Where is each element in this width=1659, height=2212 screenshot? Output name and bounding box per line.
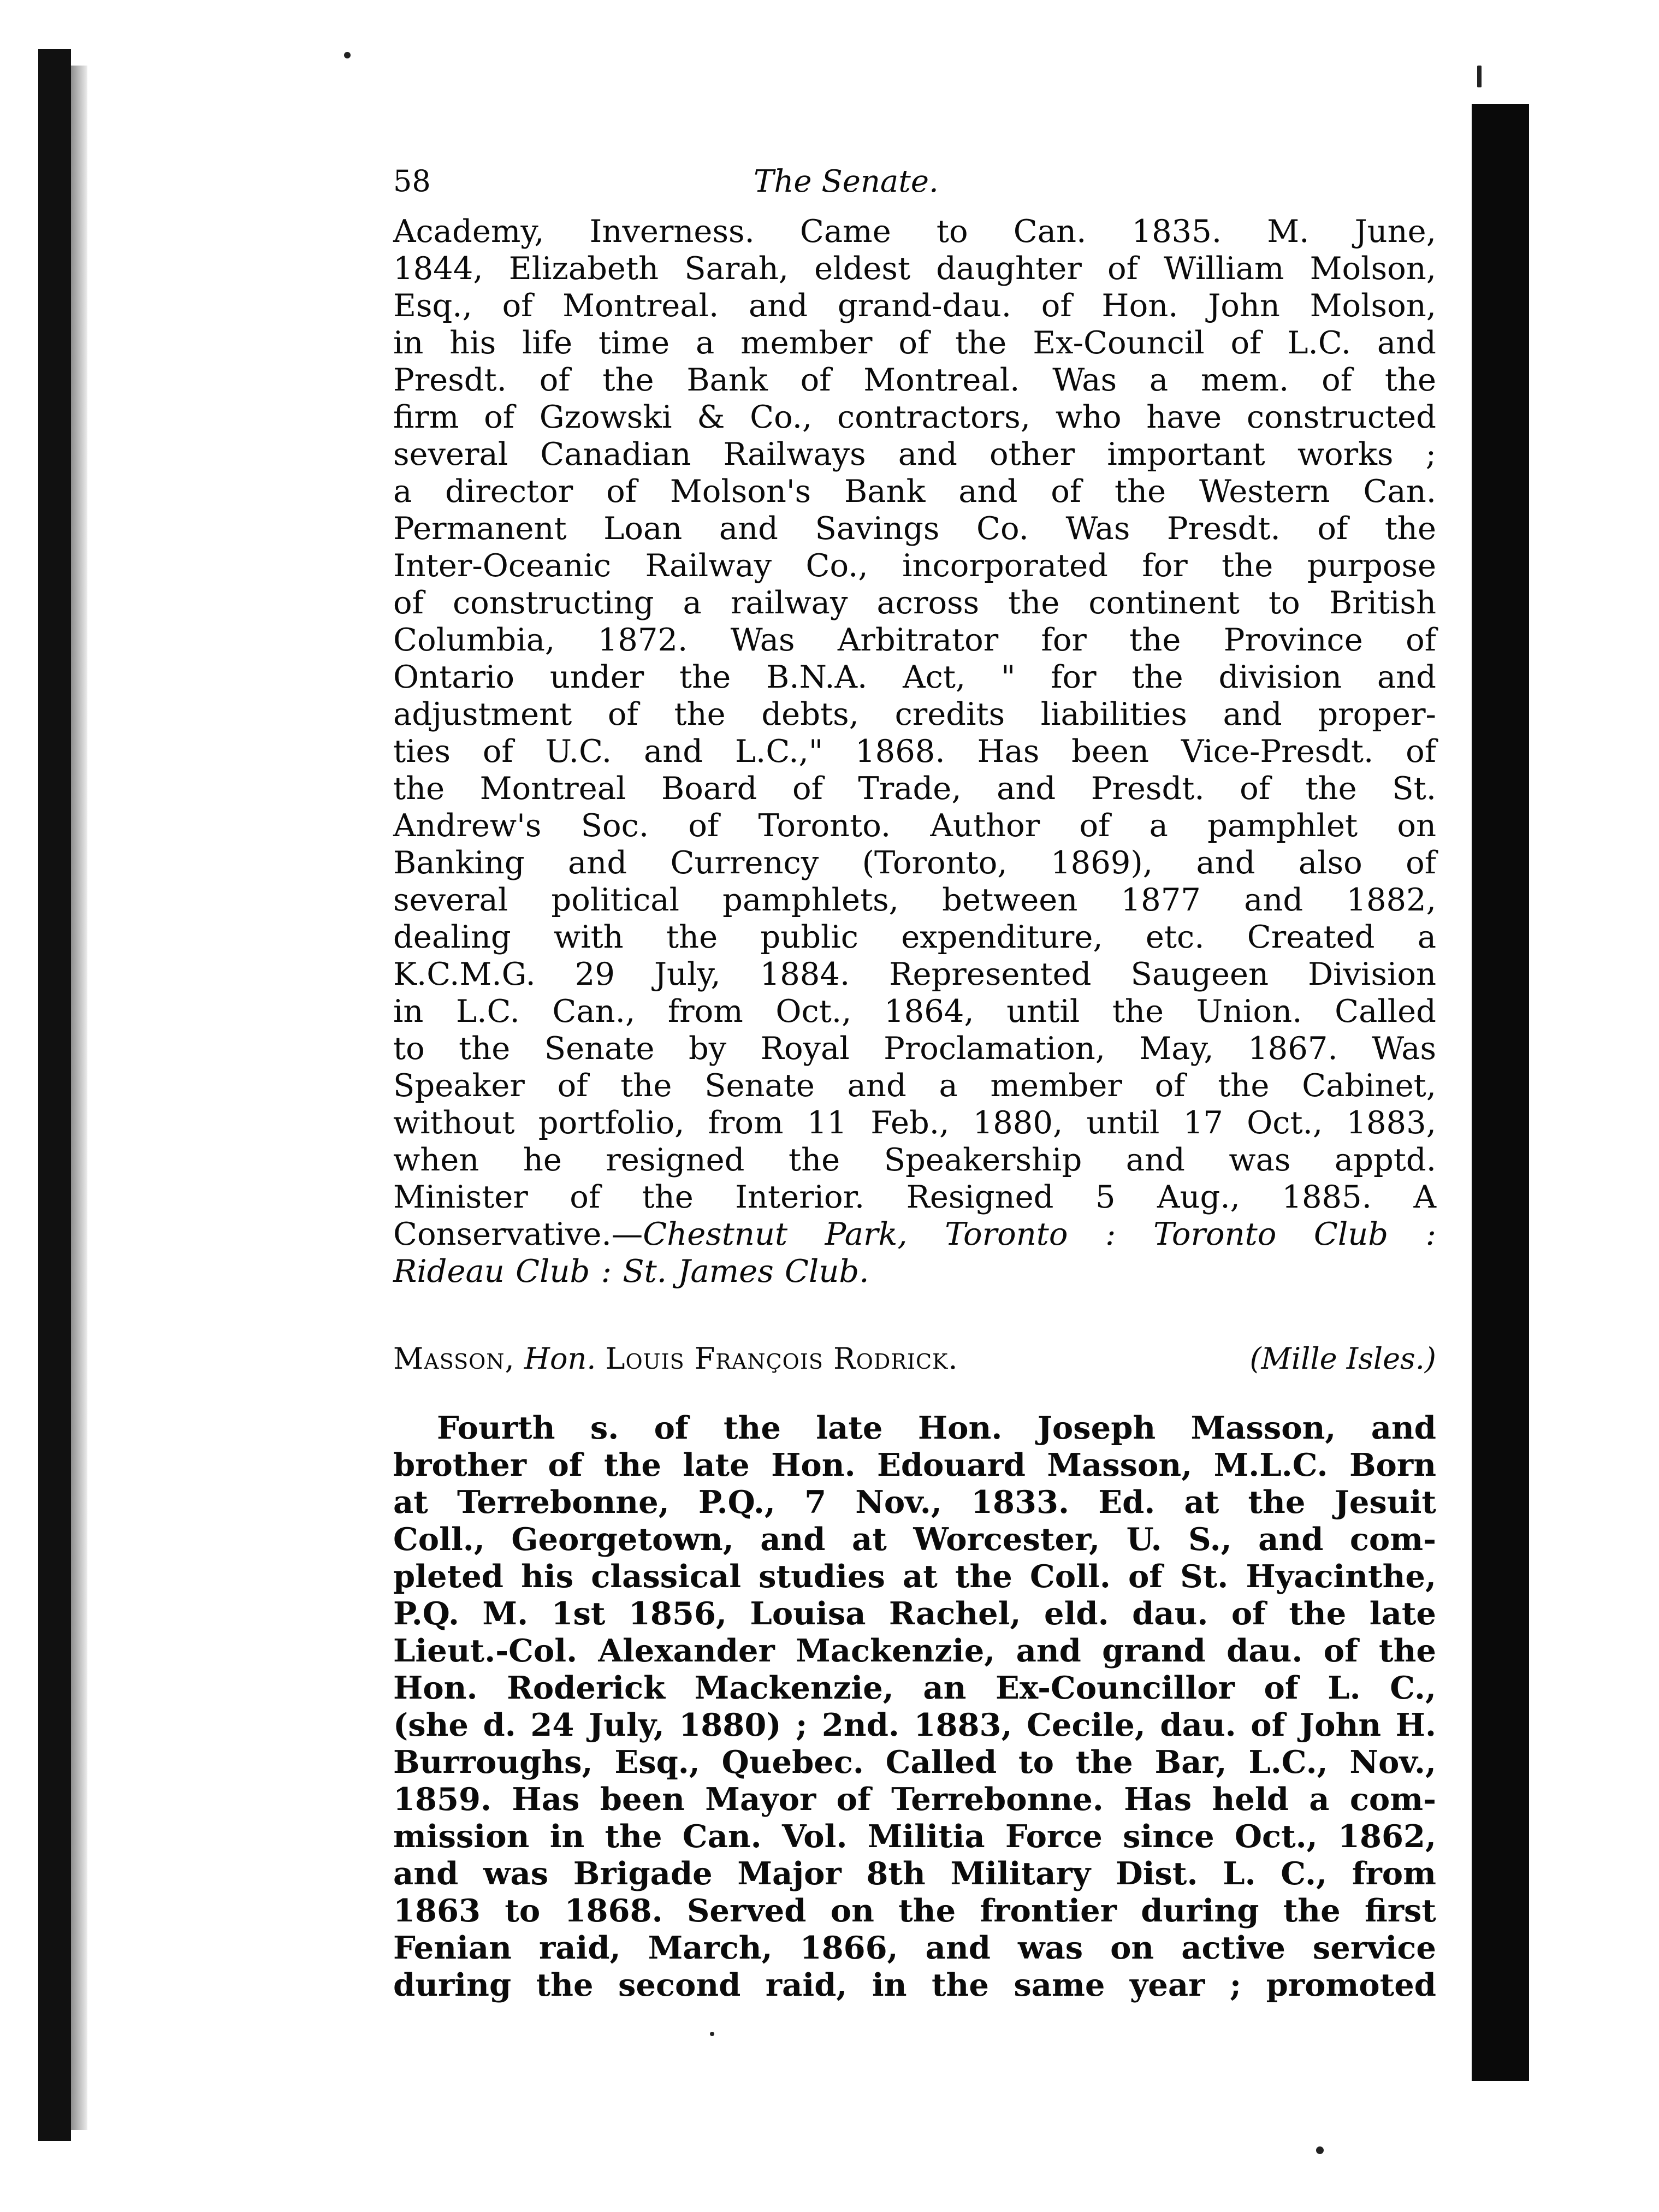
- entry-biography-paragraph: [393, 1409, 1436, 2003]
- text-line: at Terrebonne, P.Q., 7 Nov., 1833. Ed. at the Jesuit: [393, 1483, 1436, 1521]
- entry-name: [393, 1340, 958, 1377]
- text-line: without portfolio, from 11 Feb., 1880, until 17 Oct., 1883,: [393, 1104, 1436, 1141]
- text-line: Columbia, 1872. Was Arbitrator for the Province of: [393, 622, 1436, 658]
- text-line-closing: [393, 1216, 1436, 1253]
- text-line-last: Rideau Club : St. James Club.: [393, 1253, 869, 1290]
- text-line: ties of U.C. and L.C.," 1868. Has been Vice-Presdt. of: [393, 733, 1436, 770]
- text-line: 1863 to 1868. Served on the frontier during the first: [393, 1892, 1436, 1929]
- text-line: Esq., of Montreal. and grand-dau. of Hon. John Molson,: [393, 287, 1436, 324]
- text-line: the Montreal Board of Trade, and Presdt. of the St.: [393, 770, 1436, 807]
- scan-speck: [710, 2032, 714, 2036]
- text-line: adjustment of the debts, credits liabilities and proper-: [393, 696, 1436, 732]
- text-line: mission in the Can. Vol. Militia Force since Oct., 1862,: [393, 1818, 1436, 1855]
- text-line: Inter-Oceanic Railway Co., incorporated for the purpose: [393, 547, 1436, 584]
- scan-shadow-left: [38, 49, 71, 2141]
- text-line: pleted his classical studies at the Coll. of St. Hyacinthe,: [393, 1558, 1436, 1595]
- text-line: 1859. Has been Mayor of Terrebonne. Has held a com-: [393, 1781, 1436, 1818]
- entry-honorific: Hon.: [524, 1341, 596, 1376]
- entry-surname: Masson,: [393, 1341, 515, 1376]
- entry-heading: [393, 1340, 1436, 1377]
- text-line: dealing with the public expenditure, etc. Created a: [393, 919, 1436, 955]
- text-line: Burroughs, Esq., Quebec. Called to the Bar, L.C., Nov.,: [393, 1743, 1436, 1781]
- text-line: of constructing a railway across the continent to British: [393, 584, 1436, 621]
- text-line: and was Brigade Major 8th Military Dist. L. C., from: [393, 1855, 1436, 1892]
- text-line: Andrew's Soc. of Toronto. Author of a pamphlet on: [393, 807, 1436, 844]
- entry-constituency: (Mille Isles.): [1249, 1341, 1436, 1376]
- text-line: Ontario under the B.N.A. Act, " for the division and: [393, 659, 1436, 695]
- scan-speck: [1316, 2146, 1324, 2154]
- closing-lead: Conservative.—: [393, 1216, 643, 1252]
- text-line: Fourth s. of the late Hon. Joseph Masson, and: [437, 1409, 1436, 1446]
- entry-continued-paragraph: [393, 213, 1436, 1290]
- text-line: a director of Molson's Bank and of the Western Can.: [393, 473, 1436, 510]
- text-line: in his life time a member of the Ex-Council of L.C. and: [393, 324, 1436, 361]
- text-line: Speaker of the Senate and a member of the Cabinet,: [393, 1067, 1436, 1104]
- page-content: [393, 164, 1436, 2003]
- text-line: Permanent Loan and Savings Co. Was Presdt. of the: [393, 510, 1436, 547]
- text-line: K.C.M.G. 29 July, 1884. Represented Saugeen Division: [393, 956, 1436, 992]
- text-line: Minister of the Interior. Resigned 5 Aug., 1885. A: [393, 1179, 1436, 1215]
- running-title: The Senate.: [754, 164, 939, 199]
- text-line: P.Q. M. 1st 1856, Louisa Rachel, eld. dau. of the late: [393, 1595, 1436, 1632]
- text-line: when he resigned the Speakership and was apptd.: [393, 1142, 1436, 1178]
- entry-given-names: Louis François Rodrick.: [605, 1341, 958, 1376]
- scan-shadow-right: [1472, 104, 1529, 2081]
- text-line: firm of Gzowski & Co., contractors, who have constructed: [393, 399, 1436, 435]
- text-line: Banking and Currency (Toronto, 1869), and also of: [393, 844, 1436, 881]
- text-line: Hon. Roderick Mackenzie, an Ex-Councillor of L. C.,: [393, 1669, 1436, 1706]
- text-line: several political pamphlets, between 1877 and 1882,: [393, 882, 1436, 918]
- text-line: Lieut.-Col. Alexander Mackenzie, and grand dau. of the: [393, 1632, 1436, 1669]
- text-line: during the second raid, in the same year ; promoted: [393, 1966, 1436, 2003]
- text-line: Fenian raid, March, 1866, and was on active service: [393, 1929, 1436, 1966]
- residence-clubs: Chestnut Park, Toronto : Toronto Club :: [643, 1216, 1436, 1252]
- scan-speck: [344, 52, 351, 58]
- text-line: in L.C. Can., from Oct., 1864, until the Union. Called: [393, 993, 1436, 1030]
- text-line: several Canadian Railways and other important works ;: [393, 436, 1436, 472]
- scan-speck: [1477, 66, 1482, 87]
- running-head: [393, 164, 1436, 213]
- text-line: Presdt. of the Bank of Montreal. Was a mem. of the: [393, 362, 1436, 398]
- text-line: Academy, Inverness. Came to Can. 1835. M. June,: [393, 213, 1436, 250]
- text-line: Coll., Georgetown, and at Worcester, U. S., and com-: [393, 1521, 1436, 1558]
- text-line: to the Senate by Royal Proclamation, May, 1867. Was: [393, 1030, 1436, 1067]
- text-line: brother of the late Hon. Edouard Masson, M.L.C. Born: [393, 1446, 1436, 1483]
- scan-gutter-left: [71, 66, 87, 2130]
- text-line: (she d. 24 July, 1880) ; 2nd. 1883, Cecile, dau. of John H.: [393, 1706, 1436, 1743]
- page-number: 58: [393, 164, 431, 198]
- text-line: 1844, Elizabeth Sarah, eldest daughter of William Molson,: [393, 250, 1436, 287]
